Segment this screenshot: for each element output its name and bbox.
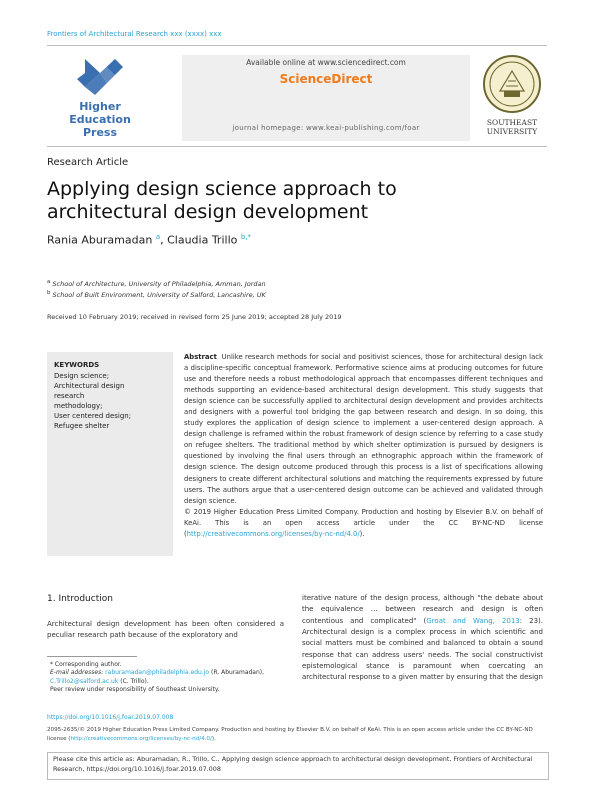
article-title: Applying design science approach to architectural design development [47,178,397,223]
author-list: Rania Aburamadan $^a$, Claudia Trillo $^{b,*}$ [47,233,252,247]
keyword-line: Architectural design [54,382,125,390]
keyword-line: Design science; [54,372,110,380]
section-heading-introduction: 1. Introduction [47,594,113,604]
available-online-text: Available online at www.sciencedirect.com [246,58,406,67]
citation-link[interactable]: Groat and Wang, 2013 [426,616,520,625]
hep-logo-text: Higher Education Press [69,100,131,139]
corresponding-author-note: * Corresponding author. [50,661,122,668]
peer-review-note: Peer review under responsibility of Southeast University. [50,685,220,693]
citation-text: Please cite this article as: Aburamadan, R., Trillo, C., Applying design science approach to architectural design development, Frontiers of Architectural Research, https://doi.org/10.1016/j.foar.2019.07.008 [53,755,533,773]
footnote-rule [47,656,137,657]
email-link[interactable]: raburamadan@philadelphia.edu.jo [105,669,210,677]
keyword-line: research [54,392,85,400]
affiliation-mark[interactable]: a [155,233,161,241]
affiliation-b: $^b$ School of Built Environment, University of Salford, Lancashire, UK [47,290,266,300]
article-type: Research Article [47,157,129,168]
university-logo-text: SOUTHEAST UNIVERSITY [486,118,538,136]
keyword-line: Refugee shelter [54,422,110,430]
author-name: Claudia Trillo [167,233,238,247]
license-link[interactable]: http://creativecommons.org/licenses/by-nc-nd/4.0/ [186,529,360,538]
keywords-title: KEYWORDS [54,361,100,369]
footnote: * Corresponding author. E-mail addresses: raburamadan@philadelphia.edu.jo (R. Aburamadan), C.Trillo2@salford.ac.uk (C. Trillo). Peer review under responsibility of Southeast University. [50,661,275,694]
abstract-copyright: © 2019 Higher Education Press Limited Company. Production and hosting by Elsevier B.V. on behalf of KeAi. This is an open access article under the CC BY-NC-ND license ( [184,507,543,538]
header-rule-bottom [47,146,547,147]
journal-running-header: Frontiers of Architectural Research xxx (xxxx) xxx [47,30,222,38]
sciencedirect-logo-text: ScienceDirect [279,72,373,86]
received-dates: Received 10 February 2019; received in revised form 25 June 2019; accepted 28 July 2019 [47,313,342,321]
license-link[interactable]: http://creativecommons.org/licenses/by-nc-nd/4.0/ [70,735,212,742]
keyword-line: methodology; [54,402,103,410]
copyright-footer: 2095-2635/© 2019 Higher Education Press Limited Company. Production and hosting by Elsevier B.V. on behalf of KeAi. This is an open access article under the CC BY-NC-ND license (http://creativecommons.org/licenses/by-nc-nd/4.0/). [47,727,533,742]
intro-left-column: Architectural design development has been often considered a peculiar research path because of the exploratory and [47,620,284,640]
author-name: Rania Aburamadan [47,233,153,247]
university-seal-icon [482,53,542,115]
keyword-line: User centered design; [54,412,132,420]
affiliation-a: $^a$ School of Architecture, University of Philadelphia, Amman, Jordan [47,279,266,289]
email-link[interactable]: C.Trillo2@salford.ac.uk [50,677,119,685]
abstract: Abstract Unlike research methods for social and positivist sciences, those for architectural design lack a discipline-specific conceptual framework. Performative science aims at producing outcomes for future use and therefore needs a robust methodological approach that encompasses different techniques and methods supporting an evidence-based architectural design development. This study suggests that design science can be successfully applied to architectural design development and provides architects and designers with a powerful tool bridging the gap between research and design. In so doing, this study explores the application of design science to implement a user-centered design approach. A design challenge is reframed within the robust framework of design science by referring to a case study on refugee shelters. The traditional method by which shelter optimization is pursued by designers is questioned by involving the final users through an ethnographic approach within the framework of design science. The design outcome produced through this process is a list of specifications allowing designers to create different architectural solutions and matching the requirements expressed by future users. The authors argue that a user-centered design outcome can be achieved and validated through design science. © 2019 Higher Education Press Limited Company. Production and hosting by Elsevier B.V. on behalf of KeAi. This is an open access article under the CC BY-NC-ND license (http://creativecommons.org/licenses/by-nc-nd/4.0/). [184,353,543,538]
abstract-body: Unlike research methods for social and positivist sciences, those for architectural design lack a discipline-specific conceptual framework. Performative science aims at producing outcomes for future use and therefore needs a robust methodological approach that encompasses different techniques and methods supporting an evidence-based architectural design development. This study suggests that design science can be successfully applied to architectural design development and provides architects and designers with a powerful tool bridging the gap between research and design. In so doing, this study explores the application of design science to implement a user-centered design approach. A design challenge is reframed within the robust framework of design science by referring to a case study on refugee shelters. The traditional method by which shelter optimization is pursued by designers is questioned by involving the final users through an ethnographic approach within the framework of design science. The design outcome produced through this process is a list of specifications allowing designers to create different architectural solutions and matching the requirements expressed by future users. The authors argue that a user-centered design outcome can be achieved and validated through design science. [184,353,543,505]
abstract-label: Abstract [184,353,217,361]
affiliation-mark[interactable]: b,* [240,233,252,241]
doi-link[interactable]: https://doi.org/10.1016/j.foar.2019.07.008 [47,714,174,721]
journal-homepage-text: journal homepage: www.keai-publishing.com/foar [232,124,420,132]
intro-right-column: iterative nature of the design process, although "the debate about the equivalence … between research and design is often contentious and complicated" (Groat and Wang, 2013: 23). Architectural design is a complex process in which scientific and social matters must be combined and balanced to obtain a sound response that can address users' needs. The social constructivist epistemological stance is paramount when coercating an architectural response to a given matter by ensuring that the design [302,594,543,682]
header-rule-top [47,45,547,46]
